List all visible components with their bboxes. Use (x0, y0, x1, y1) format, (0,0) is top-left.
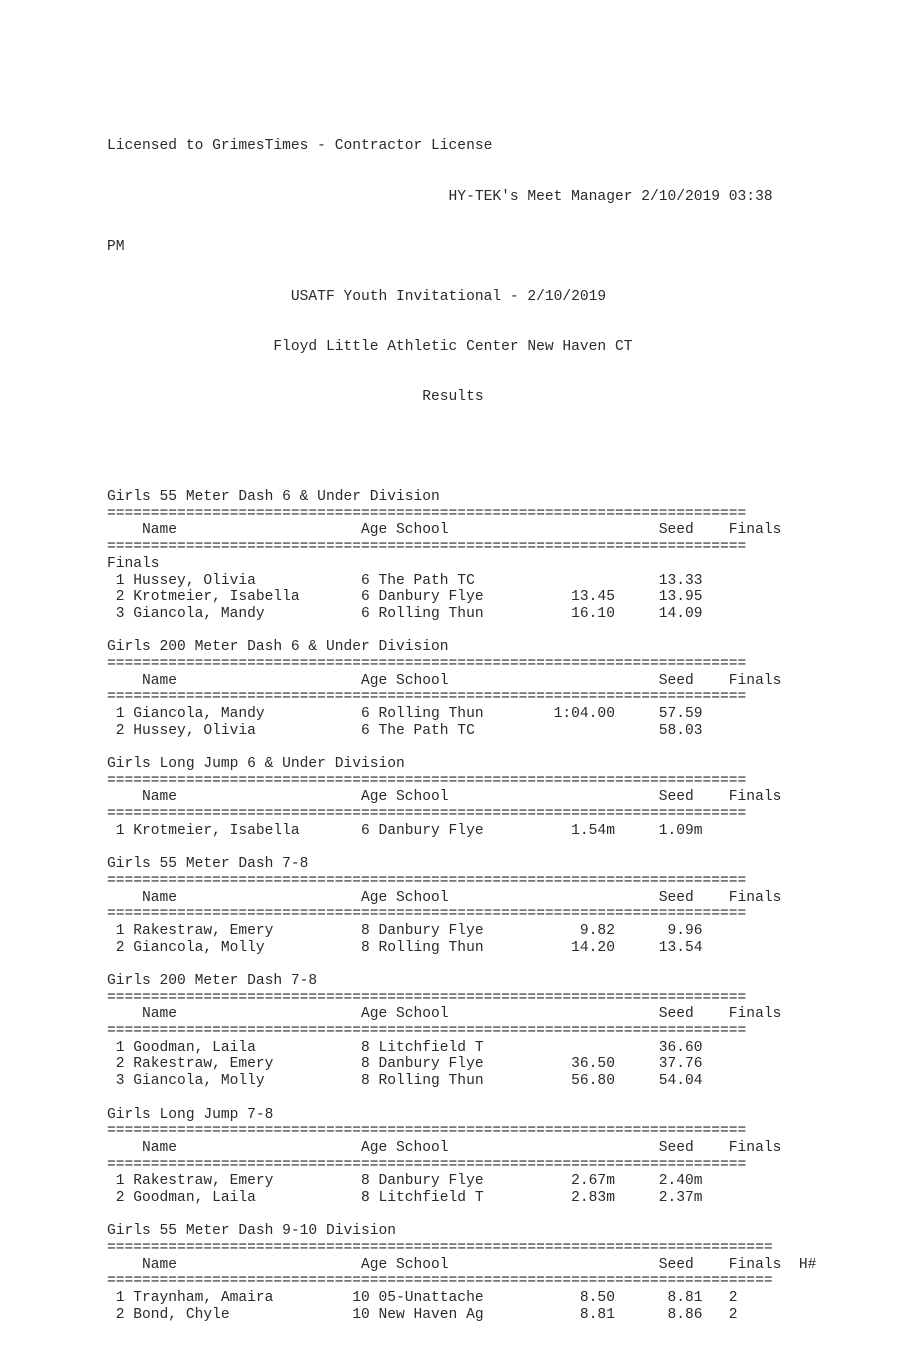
license-line: Licensed to GrimesTimes - Contractor License (107, 138, 493, 155)
column-header-row: Name Age School Seed Finals (107, 1006, 782, 1023)
column-header-row: Name Age School Seed Finals (107, 1139, 782, 1156)
result-row: 2 Krotmeier, Isabella 6 Danbury Flye 13.45 13.95 (107, 589, 703, 606)
divider: ========================================================================= (107, 539, 747, 556)
divider: ========================================================================= (107, 689, 747, 706)
result-row: 2 Goodman, Laila 8 Litchfield T 2.83m 2.37m (107, 1189, 703, 1206)
result-row: 1 Hussey, Olivia 6 The Path TC 13.33 (107, 572, 703, 589)
divider: ========================================================================= (107, 906, 747, 923)
result-row: 1 Giancola, Mandy 6 Rolling Thun 1:04.00 57.59 (107, 706, 703, 722)
event-title: Girls 200 Meter Dash 6 & Under Division (107, 639, 449, 656)
results-document (107, 105, 816, 1357)
meet-manager-text: HY-TEK's Meet Manager 2/10/2019 03:38 (107, 188, 773, 205)
spacer (107, 840, 816, 857)
event-section (107, 973, 816, 1107)
result-row: 2 Bond, Chyle 10 New Haven Ag 8.81 8.86 2 (107, 1306, 738, 1323)
result-row: 3 Giancola, Mandy 6 Rolling Thun 16.10 14.09 (107, 605, 703, 622)
result-row: 1 Krotmeier, Isabella 6 Danbury Flye 1.54m 1.09m (107, 822, 703, 839)
meet-title: USATF Youth Invitational - 2/10/2019 (107, 288, 607, 305)
event-title: Girls 55 Meter Dash 6 & Under Division (107, 489, 440, 506)
event-title: Girls Long Jump 7-8 (107, 1106, 274, 1123)
divider: ========================================================================= (107, 505, 747, 522)
event-section (107, 639, 816, 756)
divider: ========================================================================= (107, 1156, 747, 1173)
event-section (107, 1223, 816, 1340)
venue: Floyd Little Athletic Center New Haven CT (107, 338, 633, 355)
result-row: 1 Goodman, Laila 8 Litchfield T 36.60 (107, 1039, 703, 1056)
divider: ========================================================================= (107, 1123, 747, 1140)
result-row: 2 Rakestraw, Emery 8 Danbury Flye 36.50 37.76 (107, 1056, 703, 1073)
event-title: Girls Long Jump 6 & Under Division (107, 756, 405, 773)
column-header-row: Name Age School Seed Finals (107, 889, 782, 906)
events-container (107, 489, 816, 1340)
spacer (107, 1207, 816, 1224)
column-header-row: Name Age School Seed Finals (107, 672, 782, 689)
result-row: 2 Giancola, Molly 8 Rolling Thun 14.20 13.54 (107, 939, 703, 956)
divider: ============================================================================ (107, 1240, 773, 1256)
divider: ========================================================================= (107, 872, 747, 889)
spacer (107, 1323, 816, 1340)
result-row: 3 Giancola, Molly 8 Rolling Thun 56.80 54.04 (107, 1073, 703, 1090)
event-section (107, 1107, 816, 1224)
meet-manager-wrap: PM (107, 238, 125, 255)
divider: ========================================================================= (107, 1023, 747, 1040)
event-section (107, 856, 816, 973)
divider: ========================================================================= (107, 989, 747, 1006)
round-subheading: Finals (107, 555, 160, 572)
divider: ============================================================================ (107, 1273, 773, 1290)
result-row: 1 Rakestraw, Emery 8 Danbury Flye 2.67m 2.40m (107, 1173, 703, 1190)
document-type: Results (107, 388, 484, 405)
event-title: Girls 55 Meter Dash 9-10 Division (107, 1223, 397, 1240)
result-row: 2 Hussey, Olivia 6 The Path TC 58.03 (107, 722, 703, 739)
column-header-row: Name Age School Seed Finals (107, 522, 782, 539)
result-row: 1 Traynham, Amaira 10 05-Unattache 8.50 8.81 2 (107, 1290, 738, 1307)
spacer (107, 739, 816, 756)
divider: ========================================================================= (107, 806, 747, 823)
spacer (107, 956, 816, 973)
spacer (107, 623, 816, 640)
event-section (107, 489, 816, 639)
event-section (107, 756, 816, 856)
event-title: Girls 55 Meter Dash 7-8 (107, 856, 309, 873)
spacer (107, 1090, 816, 1107)
meet-manager-line (107, 189, 816, 206)
result-row: 1 Rakestraw, Emery 8 Danbury Flye 9.82 9.96 (107, 922, 703, 939)
column-header-row: Name Age School Seed Finals (107, 789, 782, 806)
divider: ========================================================================= (107, 655, 747, 672)
event-title: Girls 200 Meter Dash 7-8 (107, 973, 318, 989)
column-header-row: Name Age School Seed Finals H# (107, 1256, 817, 1273)
divider: ========================================================================= (107, 772, 747, 789)
